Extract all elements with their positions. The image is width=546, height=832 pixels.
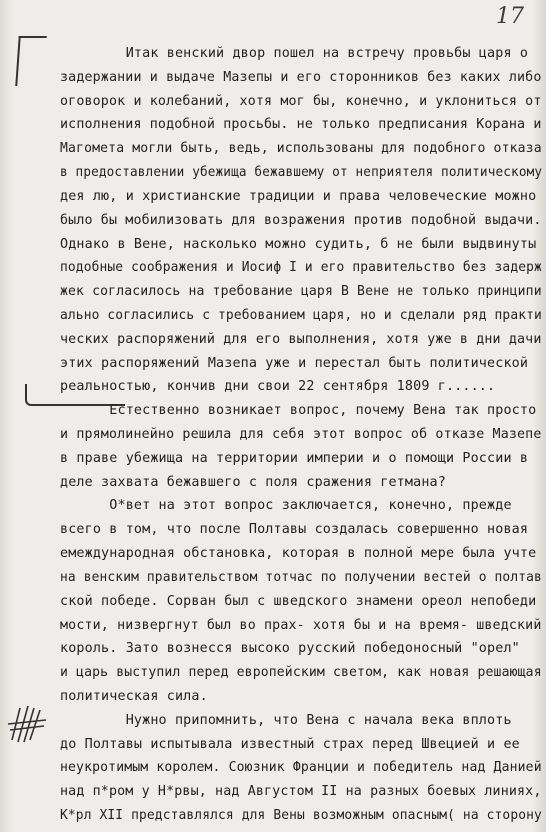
text-line: дея лю, и христианские традиции и права человеческие можно	[60, 188, 537, 204]
text-line: Итак венский двор пошел на встречу провьбы царя о	[60, 46, 529, 61]
text-line: всего в том, что после Полтавы создалась совершенно новая	[60, 522, 529, 538]
text-line: было бы мобилизовать для возражения против подобной выдачи.	[60, 212, 542, 228]
text-line: ческих распоряжений для его выполнения, хотя уже в дни дачи	[60, 331, 542, 347]
text-line: до Полтавы испытывала известный страх перед Швецией и ее	[60, 736, 520, 752]
text-line: жек согласилось на требование царя В Вене не только принципи	[60, 284, 542, 300]
text-line: реальностью, кончив дни свои 22 сентября 1809 г......	[60, 379, 496, 395]
margin-scribble-mark	[6, 700, 50, 746]
text-line: задержании и выдаче Мазепы и его сторонников без каких либо	[60, 69, 542, 85]
text-line: Магомета могли быть, ведь, использованы для подобного отказа	[60, 141, 542, 157]
text-line: в праве убежища на территории империи и о помощи России в	[60, 450, 529, 466]
text-line: К*рл XII представлялся для Вены возможным опасным( на сторону	[60, 808, 542, 823]
margin-bracket-mark	[15, 36, 46, 86]
text-line: ально согласились с требованием царя, но и сделали ряд практи	[60, 307, 542, 323]
text-line: Однако в Вене, насколько можно судить, б не были выдвинуты	[60, 236, 537, 252]
text-line: в предоставлении убежища бежавшему от неприятеля политическому	[60, 165, 543, 181]
text-line: Нужно припомнить, что Вена с начала века вплоть	[60, 712, 512, 728]
text-line: этих распоряжений Мазепа уже и перестал быть политической	[60, 355, 529, 371]
text-line: и царь выступил перед европейским светом, как новая решающая	[60, 665, 542, 681]
text-line: О*вет на этот вопрос заключается, конечно, прежде	[60, 498, 512, 514]
text-line: подобные соображения и Иосиф I и его правительство без задерж	[60, 260, 542, 276]
text-line: емеждународная обстановка, которая в полной мере была учте	[60, 546, 537, 562]
text-line: политическая сила.	[60, 688, 208, 704]
text-line: на венским правительством тотчас по получении вестей о полтав	[60, 569, 542, 585]
text-line: Естественно возникает вопрос, почему Вена так просто	[60, 403, 537, 419]
text-line: деле захвата бежавшего с поля сражения гетмана?	[60, 474, 446, 490]
text-line: оговорок и колебаний, хотя мог бы, конечно, и уклониться от	[60, 93, 542, 109]
page-number: 17	[496, 4, 524, 29]
text-line: ской победе. Сорван был с шведского знамени ореол непобеди	[60, 593, 537, 609]
text-line: мости, низвергнут был во прах- хотя бы и на время- шведский	[60, 617, 542, 633]
text-line: исполнения подобной просьбы. не только предписания Корана и	[60, 117, 542, 133]
text-line: над п*ром у Н*рвы, над Августом II на разных боевых линиях,	[60, 784, 542, 800]
text-line: неукротимым королем. Союзник Франции и победитель над Данией	[60, 760, 542, 776]
text-line: и прямолинейно решила для себя этот вопрос об отказе Мазепе	[60, 427, 542, 442]
text-line: король. Зато вознесся высоко русский победоносный "орел"	[60, 641, 520, 657]
